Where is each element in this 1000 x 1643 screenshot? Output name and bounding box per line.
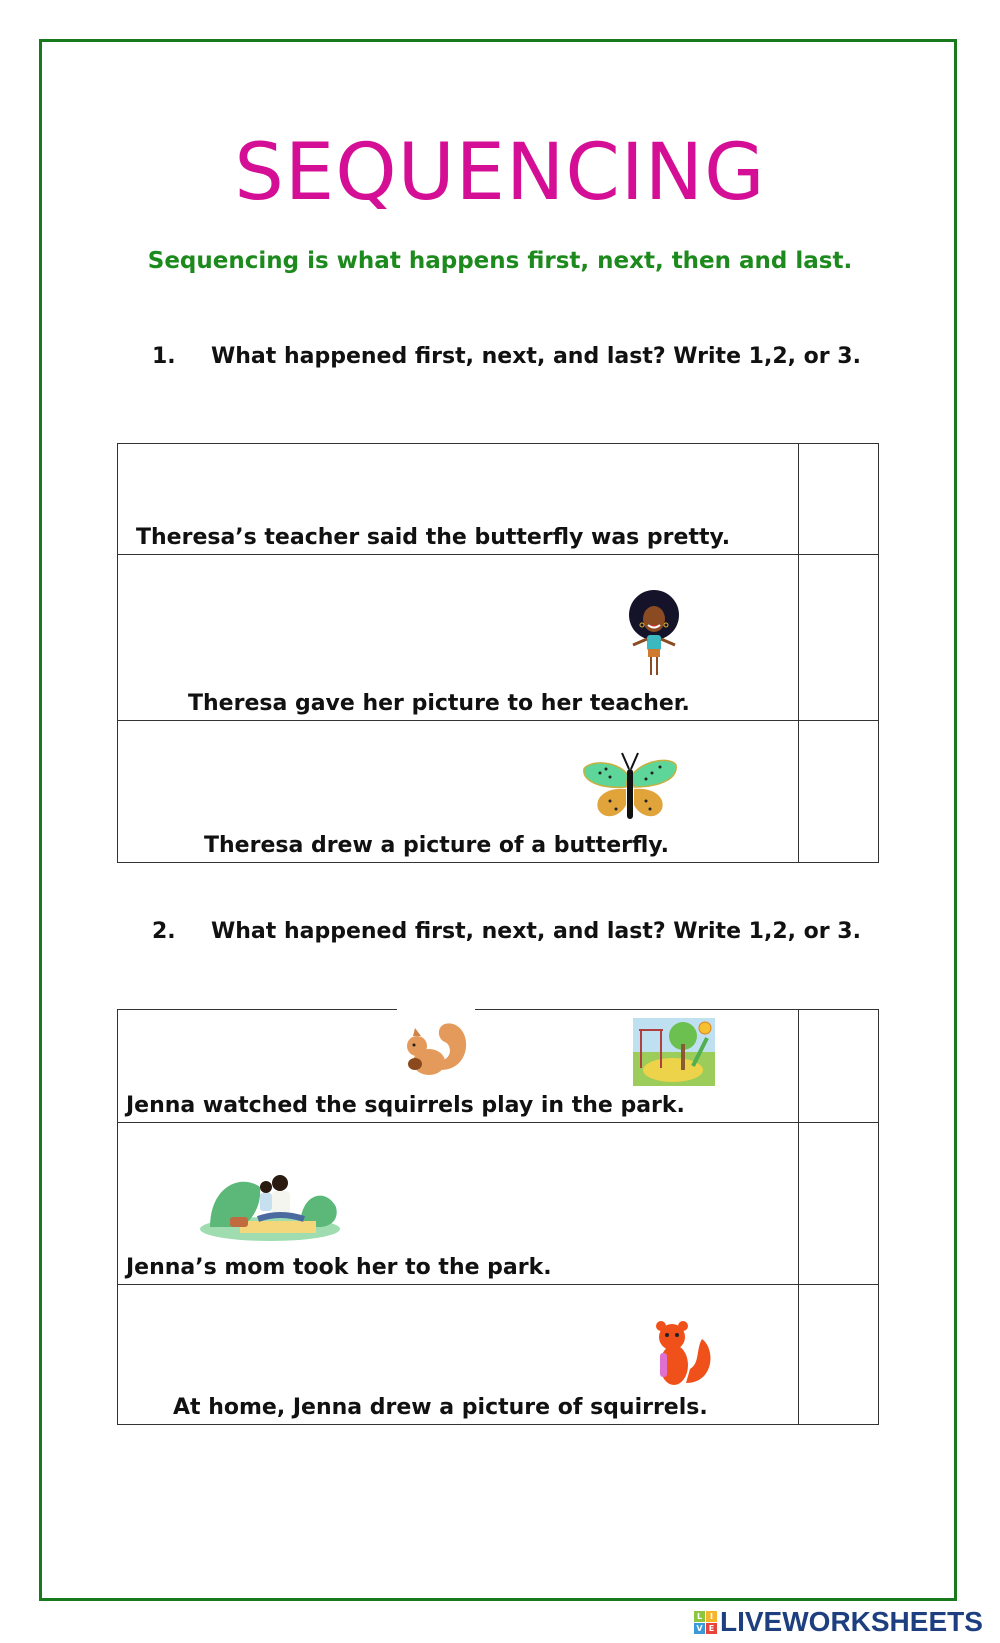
live-blocks-icon: L I V E: [694, 1611, 717, 1634]
sentence-cell: [118, 444, 799, 555]
sentence-text: Jenna watched the squirrels play in the park.: [126, 1093, 685, 1118]
sentence-text: Theresa drew a picture of a butterfly.: [204, 833, 669, 858]
table-row: [118, 1285, 879, 1425]
liveworksheets-logo[interactable]: [694, 1606, 983, 1638]
logo-text: LIVEWORKSHEETS: [720, 1606, 983, 1637]
answer-input[interactable]: [799, 1285, 878, 1424]
sentence-text: Jenna’s mom took her to the park.: [126, 1255, 552, 1280]
image-border-overlap: [397, 1006, 475, 1014]
answer-cell[interactable]: [799, 444, 879, 555]
page-title: SEQUENCING: [234, 128, 766, 218]
answer-cell[interactable]: [799, 1285, 879, 1425]
answer-input[interactable]: [799, 444, 878, 554]
answer-input[interactable]: [799, 721, 878, 862]
answer-cell[interactable]: [799, 1010, 879, 1123]
question-number: 1.: [152, 344, 176, 369]
sequence-table-1: [117, 443, 879, 863]
sentence-cell: [118, 555, 799, 721]
sequence-table-2: [117, 1009, 879, 1425]
sentence-text: At home, Jenna drew a picture of squirrels.: [173, 1395, 708, 1420]
sentence-cell: [118, 1123, 799, 1285]
answer-cell[interactable]: [799, 721, 879, 863]
answer-input[interactable]: [799, 1123, 878, 1284]
page-subtitle: Sequencing is what happens first, next, then and last.: [147, 248, 853, 274]
sentence-text: Theresa’s teacher said the butterfly was pretty.: [136, 525, 731, 550]
sentence-cell: [118, 1285, 799, 1425]
table-row: [118, 444, 879, 555]
squirrel-illustration-icon: [401, 1020, 471, 1080]
sentence-cell: [118, 1010, 799, 1123]
teacher-illustration-icon: [623, 589, 685, 679]
question-prompt: What happened first, next, and last? Write 1,2, or 3.: [211, 344, 861, 369]
answer-cell[interactable]: [799, 1123, 879, 1285]
answer-input[interactable]: [799, 1010, 878, 1122]
answer-cell[interactable]: [799, 555, 879, 721]
picnic-illustration-icon: [200, 1167, 340, 1243]
butterfly-illustration-icon: [580, 751, 680, 823]
sentence-cell: [118, 721, 799, 863]
question-prompt: What happened first, next, and last? Write 1,2, or 3.: [211, 919, 861, 944]
table-row: [118, 1010, 879, 1123]
table-row: [118, 721, 879, 863]
sentence-text: Theresa gave her picture to her teacher.: [188, 691, 690, 716]
answer-input[interactable]: [799, 555, 878, 720]
question-number: 2.: [152, 919, 176, 944]
table-row: [118, 555, 879, 721]
playground-illustration-icon: [633, 1018, 715, 1086]
table-row: [118, 1123, 879, 1285]
red-squirrel-drawing-icon: [650, 1319, 714, 1389]
